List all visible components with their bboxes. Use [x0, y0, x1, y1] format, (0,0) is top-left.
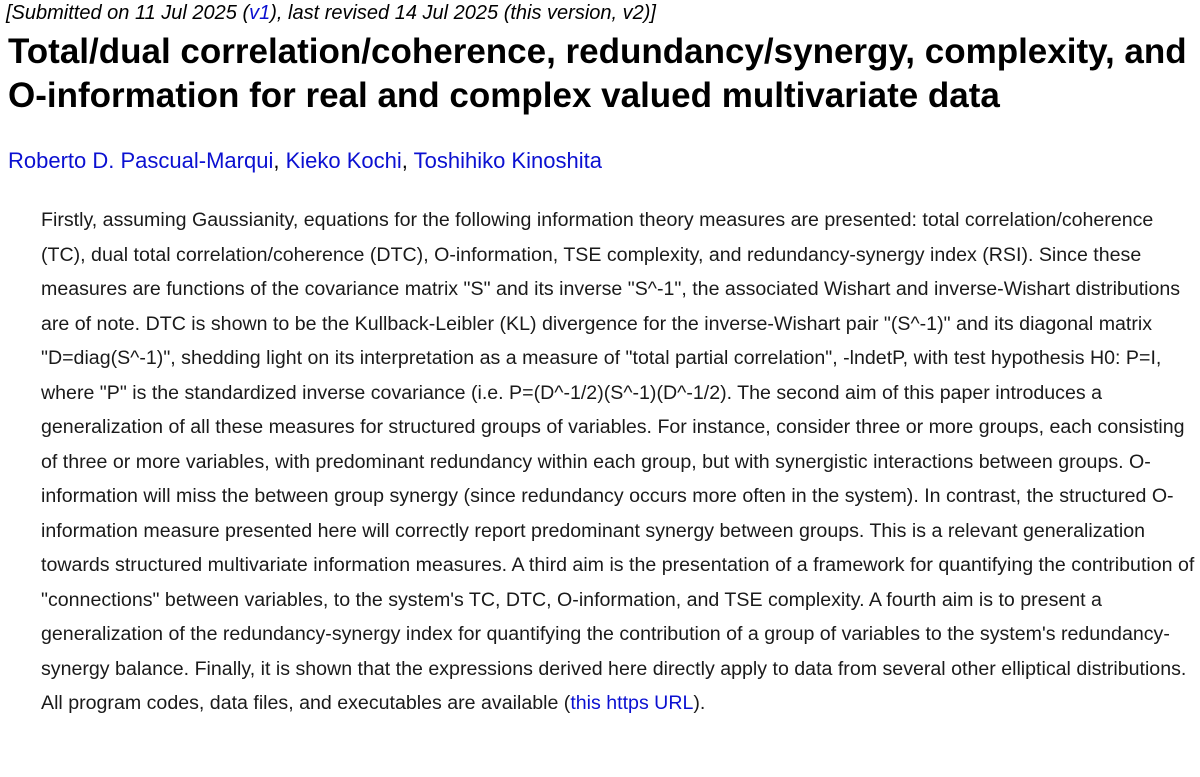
abstract-text: Firstly, assuming Gaussianity, equations for the following information theory measures are presented: total correlation/coherence (TC), dual total correlation/coherence (DTC), O-information, TSE complexity, and redundancy-synergy index (RSI). Since these measures are functions of the covariance matrix "S" and its inverse "S^-1", the associated Wishart and inverse-Wishart distributions are of note. DTC is shown to be the Kullback-Leibler (KL) divergence for the inverse-Wishart pair "(S^-1)" and its diagonal matrix "D=diag(S^-1)", shedding light on its interpretation as a measure of "total partial correlation", -lndetP, with test hypothesis H0: P=I, where "P" is the standardized inverse covariance (i.e. P=(D^-1/2)(S^-1)(D^-1/2). The second aim of this paper introduces a generalization of all these measures for structured groups of variables. For instance, consider three or more groups, each consisting of three or more variables, with predominant redundancy within each group, but with synergistic interactions between groups. O-information will miss the between group synergy (since redundancy occurs more often in the system). In contrast, the structured O-information measure presented here will correctly report predominant synergy between groups. This is a relevant generalization towards structured multivariate information measures. A third aim is the presentation of a framework for quantifying the contribution of "connections" between variables, to the system's TC, DTC, O-information, and TSE complexity. A fourth aim is to present a generalization of the redundancy-synergy index for quantifying the contribution of a group of variables to the system's redundancy-synergy balance. Finally, it is shown that the expressions derived here directly apply to data from several other elliptical distributions. All program codes, data files, and executables are available ( — [41, 209, 1195, 714]
abstract — [41, 203, 1196, 721]
author-link[interactable]: Toshihiko Kinoshita — [413, 148, 602, 173]
submission-history — [6, 0, 656, 26]
author-link[interactable]: Roberto D. Pascual-Marqui — [8, 148, 274, 173]
abstract-end: ). — [693, 692, 706, 714]
submission-prefix: [Submitted on 11 Jul 2025 ( — [6, 2, 250, 24]
submission-suffix: ), last revised 14 Jul 2025 (this version, v2)] — [270, 2, 656, 24]
code-url-link[interactable]: this https URL — [570, 692, 694, 714]
author-list — [8, 146, 602, 176]
paper-title: Total/dual correlation/coherence, redundancy/synergy, complexity, and O-information for real and complex valued multivariate data — [8, 32, 1187, 115]
author-separator: , — [401, 148, 414, 173]
author-separator: , — [273, 148, 286, 173]
version-1-link[interactable]: v1 — [249, 2, 271, 24]
author-link[interactable]: Kieko Kochi — [285, 148, 402, 173]
